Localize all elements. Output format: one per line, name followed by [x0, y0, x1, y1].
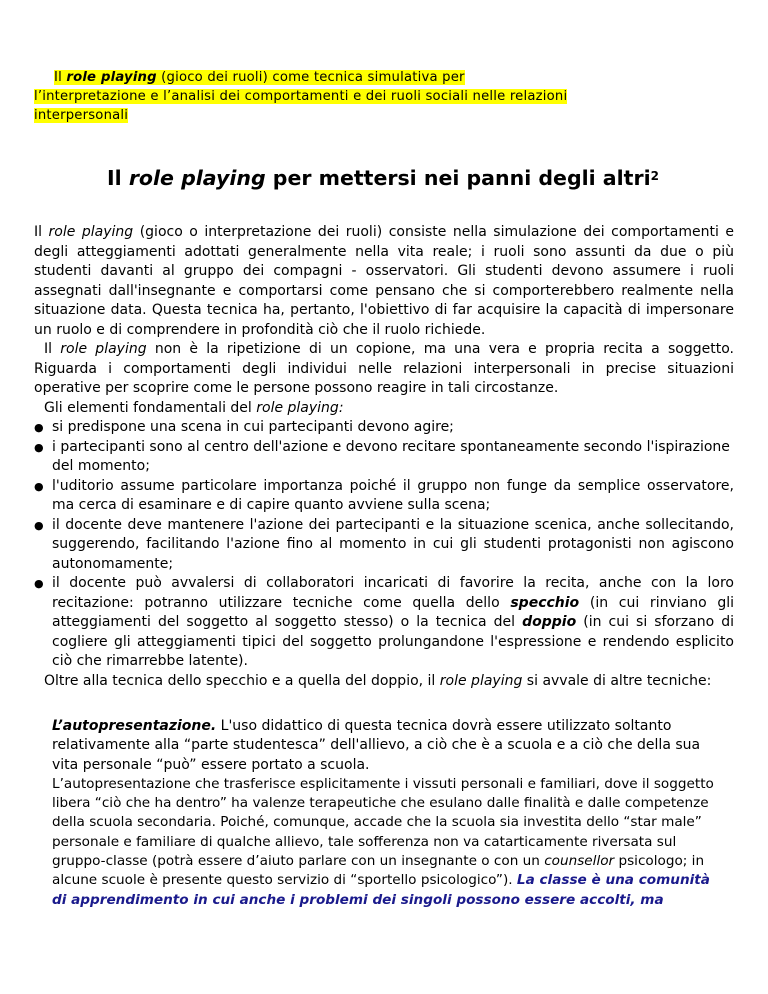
title-role-playing: role playing	[128, 166, 266, 190]
highlighted-header	[34, 68, 724, 125]
counsellor-term: counsellor	[544, 853, 615, 870]
autopresentazione-section	[52, 717, 720, 910]
list-item-text: l'uditorio assume particolare importanza poiché il gruppo non funge da semplice osservatore, ma cerca di esaminare e di capire quanto avviene sulla scena;	[52, 477, 734, 513]
list-item-text: si predispone una scena in cui partecipanti devono agire;	[52, 419, 454, 435]
intro-paragraph	[34, 223, 734, 340]
autopresentazione-body	[52, 775, 720, 910]
role-playing-term: role playing	[439, 672, 523, 689]
role-playing-term: role playing:	[256, 399, 344, 416]
role-playing-term: role playing	[48, 224, 134, 240]
header-role-playing: role playing	[66, 70, 157, 85]
body-text	[34, 223, 734, 691]
autopresentazione-intro	[52, 717, 720, 775]
text-span: Il	[44, 341, 61, 357]
bullet-icon: ●	[34, 577, 44, 590]
section-heading: L’autopresentazione.	[52, 718, 217, 734]
role-playing-term: role playing	[60, 341, 147, 357]
text-span: si avvale di altre tecniche:	[522, 672, 712, 689]
list-item-text: il docente deve mantenere l'azione dei partecipanti e la situazione scenica, anche sollecitando, suggerendo, facilitando l'azione fino al momento in cui gli studenti protagonisti non agiscono autonomamente;	[52, 516, 734, 572]
bullet-icon: ●	[34, 518, 44, 532]
header-part: come tecnica simulativa per	[268, 70, 465, 85]
list-item	[34, 418, 734, 438]
text-span: psicologo; in alcune scuole è presente questo servizio di “sportello psicologico”).	[52, 853, 705, 889]
list-item	[34, 438, 734, 477]
header-part: (gioco dei ruoli)	[156, 70, 268, 85]
header-line-2: l’interpretazione e l’analisi dei comportamenti e dei ruoli sociali nelle relazioni	[34, 89, 568, 104]
text-span: non è la ripetizione di un copione, ma una vera e propria recita a soggetto. Riguarda i comportamenti degli individui nelle relazioni interpersonali in precise situazioni operative per scoprire come le persone possono reagire in tali circostanze.	[34, 341, 734, 396]
elements-list	[34, 418, 734, 672]
text-span: L’autopresentazione che trasferisce esplicitamente i vissuti personali e familiari, dove il soggetto libera “ciò che ha dentro” ha valenze terapeutiche che esulano dalle finalità e dalle competenze della scuola secondaria. Poiché, comunque, accade che la scuola sia investita dello “star male” personale e familiare di qualche allievo, tale sofferenza non va catarticamente riversata sul gruppo-classe (potrà essere d’aiuto parlare con un insegnante o con un	[52, 775, 714, 870]
header-line-3: interpersonali	[34, 108, 129, 123]
list-item	[34, 516, 734, 575]
list-item	[34, 477, 734, 516]
list-item-text: il docente può avvalersi di collaboratori incaricati di favorire la recita, anche con la loro recitazione: potranno utilizzare tecniche come quella dello	[52, 575, 734, 611]
list-item-text: i partecipanti sono al centro dell'azione e devono recitare spontaneamente secondo l'ispirazione del momento;	[52, 438, 730, 474]
outro-paragraph	[34, 672, 734, 692]
specchio-term: specchio	[510, 594, 580, 611]
bullet-icon: ●	[34, 479, 44, 493]
text-span: Oltre alla tecnica dello specchio e a quella del doppio, il	[44, 672, 440, 689]
text-span: L'uso didattico di questa tecnica dovrà essere utilizzato soltanto relativamente alla “parte studentesca” dell'allievo, a ciò che è a scuola e a ciò che della sua vita personale “può” essere portato a scuola.	[52, 718, 701, 773]
title-part: per mettersi nei panni degli altri	[265, 166, 651, 190]
text-span: Il	[34, 224, 49, 240]
doppio-term: doppio	[522, 614, 577, 630]
page-title	[30, 164, 736, 192]
footnote-ref: 2	[650, 169, 659, 183]
emphasis-text: La classe è una comunità di apprendimento in cui anche i problemi dei singoli possono essere accolti, ma	[52, 872, 710, 908]
title-part: Il	[107, 166, 129, 190]
second-paragraph	[34, 340, 734, 399]
text-span: (gioco o interpretazione dei ruoli) consiste nella simulazione dei comportamenti e degli atteggiamenti adottati generalmente nella vita reale; i ruoli sono assunti da due o più studenti davanti al gruppo dei compagni - osservatori. Gli studenti devono assumere i ruoli assegnati dall'insegnante e comportarsi come pensano che si comporterebbero realmente nella situazione data. Questa tecnica ha, pertanto, l'obiettivo di far acquisire la capacità di impersonare un ruolo e di comprendere in profondità ciò che il ruolo richiede.	[34, 224, 734, 338]
list-item	[34, 574, 734, 672]
header-part: Il	[54, 70, 67, 85]
text-span: Gli elementi fondamentali del	[44, 399, 257, 416]
elements-intro	[34, 399, 734, 419]
bullet-icon: ●	[34, 421, 44, 434]
list-item-text: (in cui rinviano gli atteggiamenti del soggetto al soggetto stesso) o la tecnica del	[52, 594, 734, 630]
bullet-icon: ●	[34, 440, 44, 454]
list-item-text: (in cui si sforzano di cogliere gli atteggiamenti tipici del soggetto prolungandone l'espressione e rendendo esplicito ciò che rimarrebbe latente).	[52, 614, 734, 669]
